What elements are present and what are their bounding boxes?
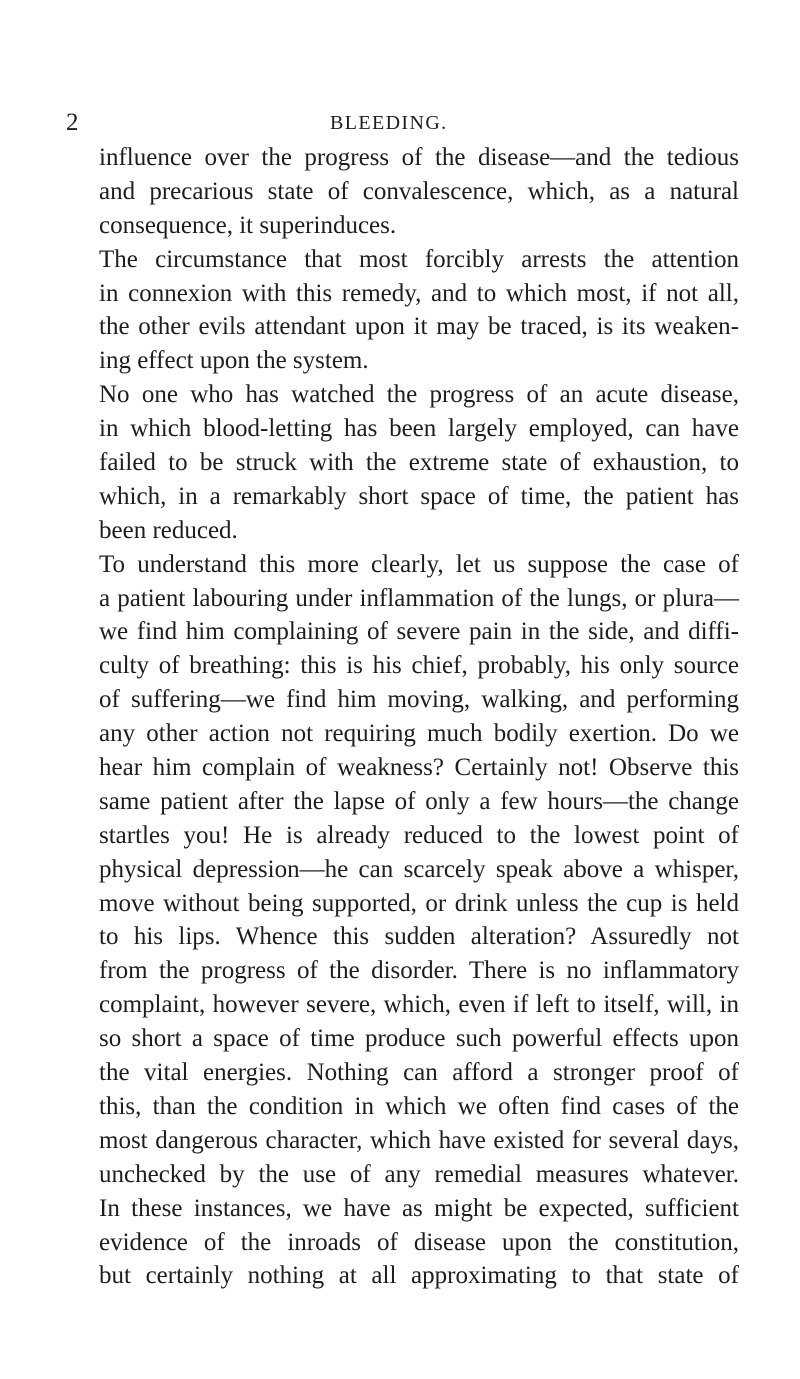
- text-line: The circumstance that most forcibly arrests the attention: [99, 245, 739, 273]
- body-text: [99, 141, 739, 1293]
- text-line: In these instances, we have as might be expected, sufficient: [99, 1194, 739, 1222]
- text-line: the vital energies. Nothing can afford a stronger proof of: [99, 1059, 739, 1087]
- text-line: same patient after the lapse of only a few hours—the change: [99, 787, 739, 815]
- text-line: startles you! He is already reduced to the lowest point of: [99, 821, 739, 849]
- text-line: a patient labouring under inflammation of the lungs, or plura—: [99, 584, 739, 612]
- text-line: physical depression—he can scarcely speak above a whisper,: [99, 855, 739, 883]
- page-number: 2: [66, 109, 79, 136]
- text-line: influence over the progress of the disease—and the tedious: [99, 144, 739, 171]
- text-line: To understand this more clearly, let us suppose the case of: [99, 550, 739, 578]
- text-line: failed to be struck with the extreme state of exhaustion, to: [99, 449, 739, 477]
- text-line: and precarious state of convalescence, which, as a natural: [99, 177, 739, 205]
- chapter-title: BLEEDING.: [330, 112, 448, 134]
- text-line: culty of breathing: this is his chief, probably, his only source: [99, 652, 739, 680]
- text-line: we find him complaining of severe pain in the side, and diffi-: [99, 618, 739, 646]
- text-line: any other action not requiring much bodily exertion. Do we: [99, 720, 739, 748]
- text-line: but certainly nothing at all approximating to that state of: [99, 1262, 739, 1290]
- text-line: which, in a remarkably short space of time, the patient has: [99, 482, 739, 510]
- text-line: in which blood-letting has been largely employed, can have: [99, 415, 739, 443]
- text-line: No one who has watched the progress of an acute disease,: [99, 381, 739, 409]
- text-line: hear him complain of weakness? Certainly not! Observe this: [99, 754, 739, 782]
- text-line: most dangerous character, which have existed for several days,: [99, 1126, 739, 1154]
- text-line: complaint, however severe, which, even if left to itself, will, in: [99, 991, 739, 1019]
- text-line: from the progress of the disorder. There is no inflammatory: [99, 957, 739, 985]
- text-line: to his lips. Whence this sudden alteration? Assuredly not: [99, 923, 739, 951]
- text-line: of suffering—we find him moving, walking, and performing: [99, 686, 739, 714]
- running-header: [0, 108, 800, 138]
- text-line: the other evils attendant upon it may be traced, is its weaken-: [99, 313, 739, 341]
- text-line: this, than the condition in which we often find cases of the: [99, 1092, 739, 1120]
- text-line: evidence of the inroads of disease upon the constitution,: [99, 1228, 739, 1256]
- text-line: unchecked by the use of any remedial measures whatever.: [99, 1160, 739, 1188]
- text-line: ing effect upon the system.: [99, 347, 369, 375]
- text-line: been reduced.: [99, 516, 238, 544]
- text-line: in connexion with this remedy, and to which most, if not all,: [99, 279, 739, 307]
- text-line: move without being supported, or drink unless the cup is held: [99, 889, 739, 917]
- text-line: consequence, it superinduces.: [99, 211, 397, 239]
- text-line: so short a space of time produce such powerful effects upon: [99, 1025, 739, 1053]
